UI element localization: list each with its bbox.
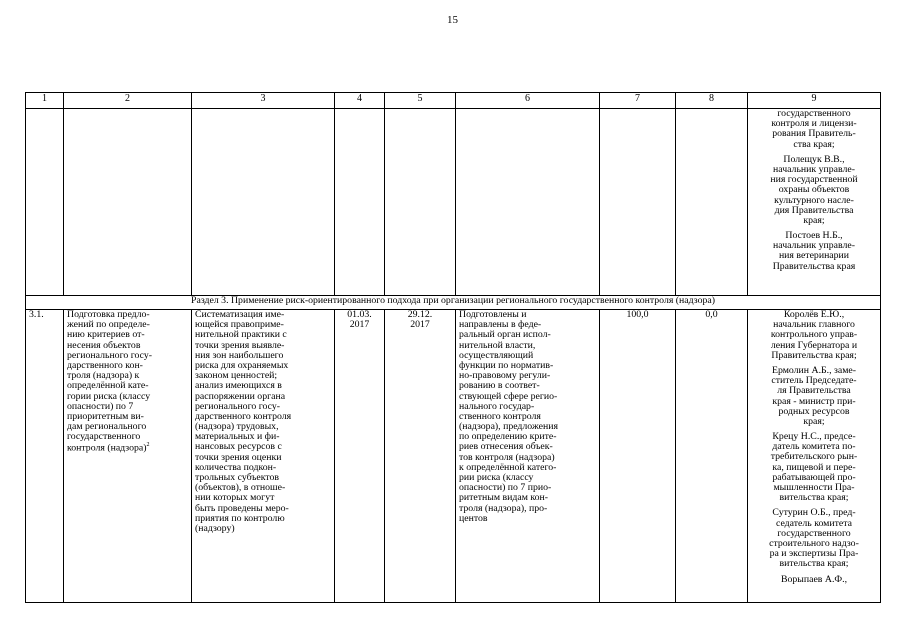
continuation-row bbox=[26, 109, 881, 296]
responsible-person: Сутурин О.Б., пред- седатель комитета государственного строительного надзо- ра и экспертизы Пра- вительства края; bbox=[769, 507, 859, 570]
column-number: 4 bbox=[335, 93, 385, 109]
empty-cell bbox=[600, 109, 676, 296]
task-text: Подготовка предло- жений по определе- нию критериев от- несения объектов регионального госу- дарственного кон- троля (надзора) к определённой кате- гории риска (классу опасности) по 7 приоритетным ви- дам регионального государственного контроля (надзора) bbox=[67, 309, 153, 454]
row-number: 3.1. bbox=[26, 310, 64, 603]
empty-cell bbox=[26, 109, 64, 296]
empty-cell bbox=[385, 109, 456, 296]
column-number: 9 bbox=[748, 93, 881, 109]
column-number: 8 bbox=[676, 93, 748, 109]
empty-cell bbox=[192, 109, 335, 296]
plan-table bbox=[25, 92, 881, 603]
column-number: 3 bbox=[192, 93, 335, 109]
column-number: 2 bbox=[64, 93, 192, 109]
value-cell: 0,0 bbox=[676, 310, 748, 603]
empty-cell bbox=[676, 109, 748, 296]
responsible-person: Полещук В.В., начальник управле- ния государственной охраны объектов культурного насле- дия Правительства края; bbox=[770, 153, 858, 226]
footnote-mark: 2 bbox=[146, 442, 150, 449]
column-number: 6 bbox=[456, 93, 600, 109]
responsible-person: государственного контроля и лицензи- рования Правитель- ства края; bbox=[771, 108, 857, 150]
responsible-person: Крецу Н.С., предсе- датель комитета по- требительского рын- ка, пищевой и пере- рабатывающей про- мышленности Пра- вительства края; bbox=[770, 431, 858, 504]
responsible-person: Королёв Е.Ю., начальник главного контрольного управ- ления Губернатора и Правительства края; bbox=[770, 309, 858, 361]
start-date-cell: 01.03. 2017 bbox=[335, 310, 385, 603]
responsible-person: Постоев Н.Б., начальник управле- ния ветеринарии Правительства края bbox=[772, 230, 856, 272]
column-number: 7 bbox=[600, 93, 676, 109]
column-number-row bbox=[26, 93, 881, 109]
task-cell bbox=[64, 310, 192, 603]
section-title: Раздел 3. Применение риск-ориентированного подхода при организации регионального государственного контроля (надзора) bbox=[26, 296, 881, 310]
empty-cell bbox=[335, 109, 385, 296]
end-date-cell: 29.12. 2017 bbox=[385, 310, 456, 603]
responsible-cell bbox=[748, 109, 881, 296]
column-number: 1 bbox=[26, 93, 64, 109]
value-cell: 100,0 bbox=[600, 310, 676, 603]
responsible-cell bbox=[748, 310, 881, 603]
responsible-person: Ворыпаев А.Ф., bbox=[780, 573, 848, 585]
page-number: 15 bbox=[447, 14, 458, 26]
indicator-cell: Подготовлены и направлены в феде- ральный орган испол- нительной власти, осуществляющий функции по норматив- но-правовому регули- рованию в соответ- ствующей сфере регио- нального государ- ственного контроля (надзора), предложения по определению крите- риев отнесения объек- тов контроля (надзора) к определённой катего- рии риска (классу опасности) по 7 прио- ритетным видам кон- троля (надзора), про- центов bbox=[456, 310, 600, 603]
section-row bbox=[26, 296, 881, 310]
empty-cell bbox=[64, 109, 192, 296]
justification-cell: Систематизация име- ющейся правоприме- нительной практики с точки зрения выявле- ния зон наибольшего риска для охраняемых законом ценностей; анализ имеющихся в распоряжении органа регионального госу- дарственного контроля (надзора) трудовых, материальных и фи- нансовых ресурсов с точки зрения оценки количества подкон- трольных субъектов (объектов), в отноше- нии которых могут быть проведены меро- приятия по контролю (надзору) bbox=[192, 310, 335, 603]
table-row bbox=[26, 310, 881, 603]
column-number: 5 bbox=[385, 93, 456, 109]
empty-cell bbox=[456, 109, 600, 296]
responsible-person: Ермолин А.Б., заме- ститель Председате- ля Правительства края - министр при- родных ресурсов края; bbox=[771, 364, 857, 427]
